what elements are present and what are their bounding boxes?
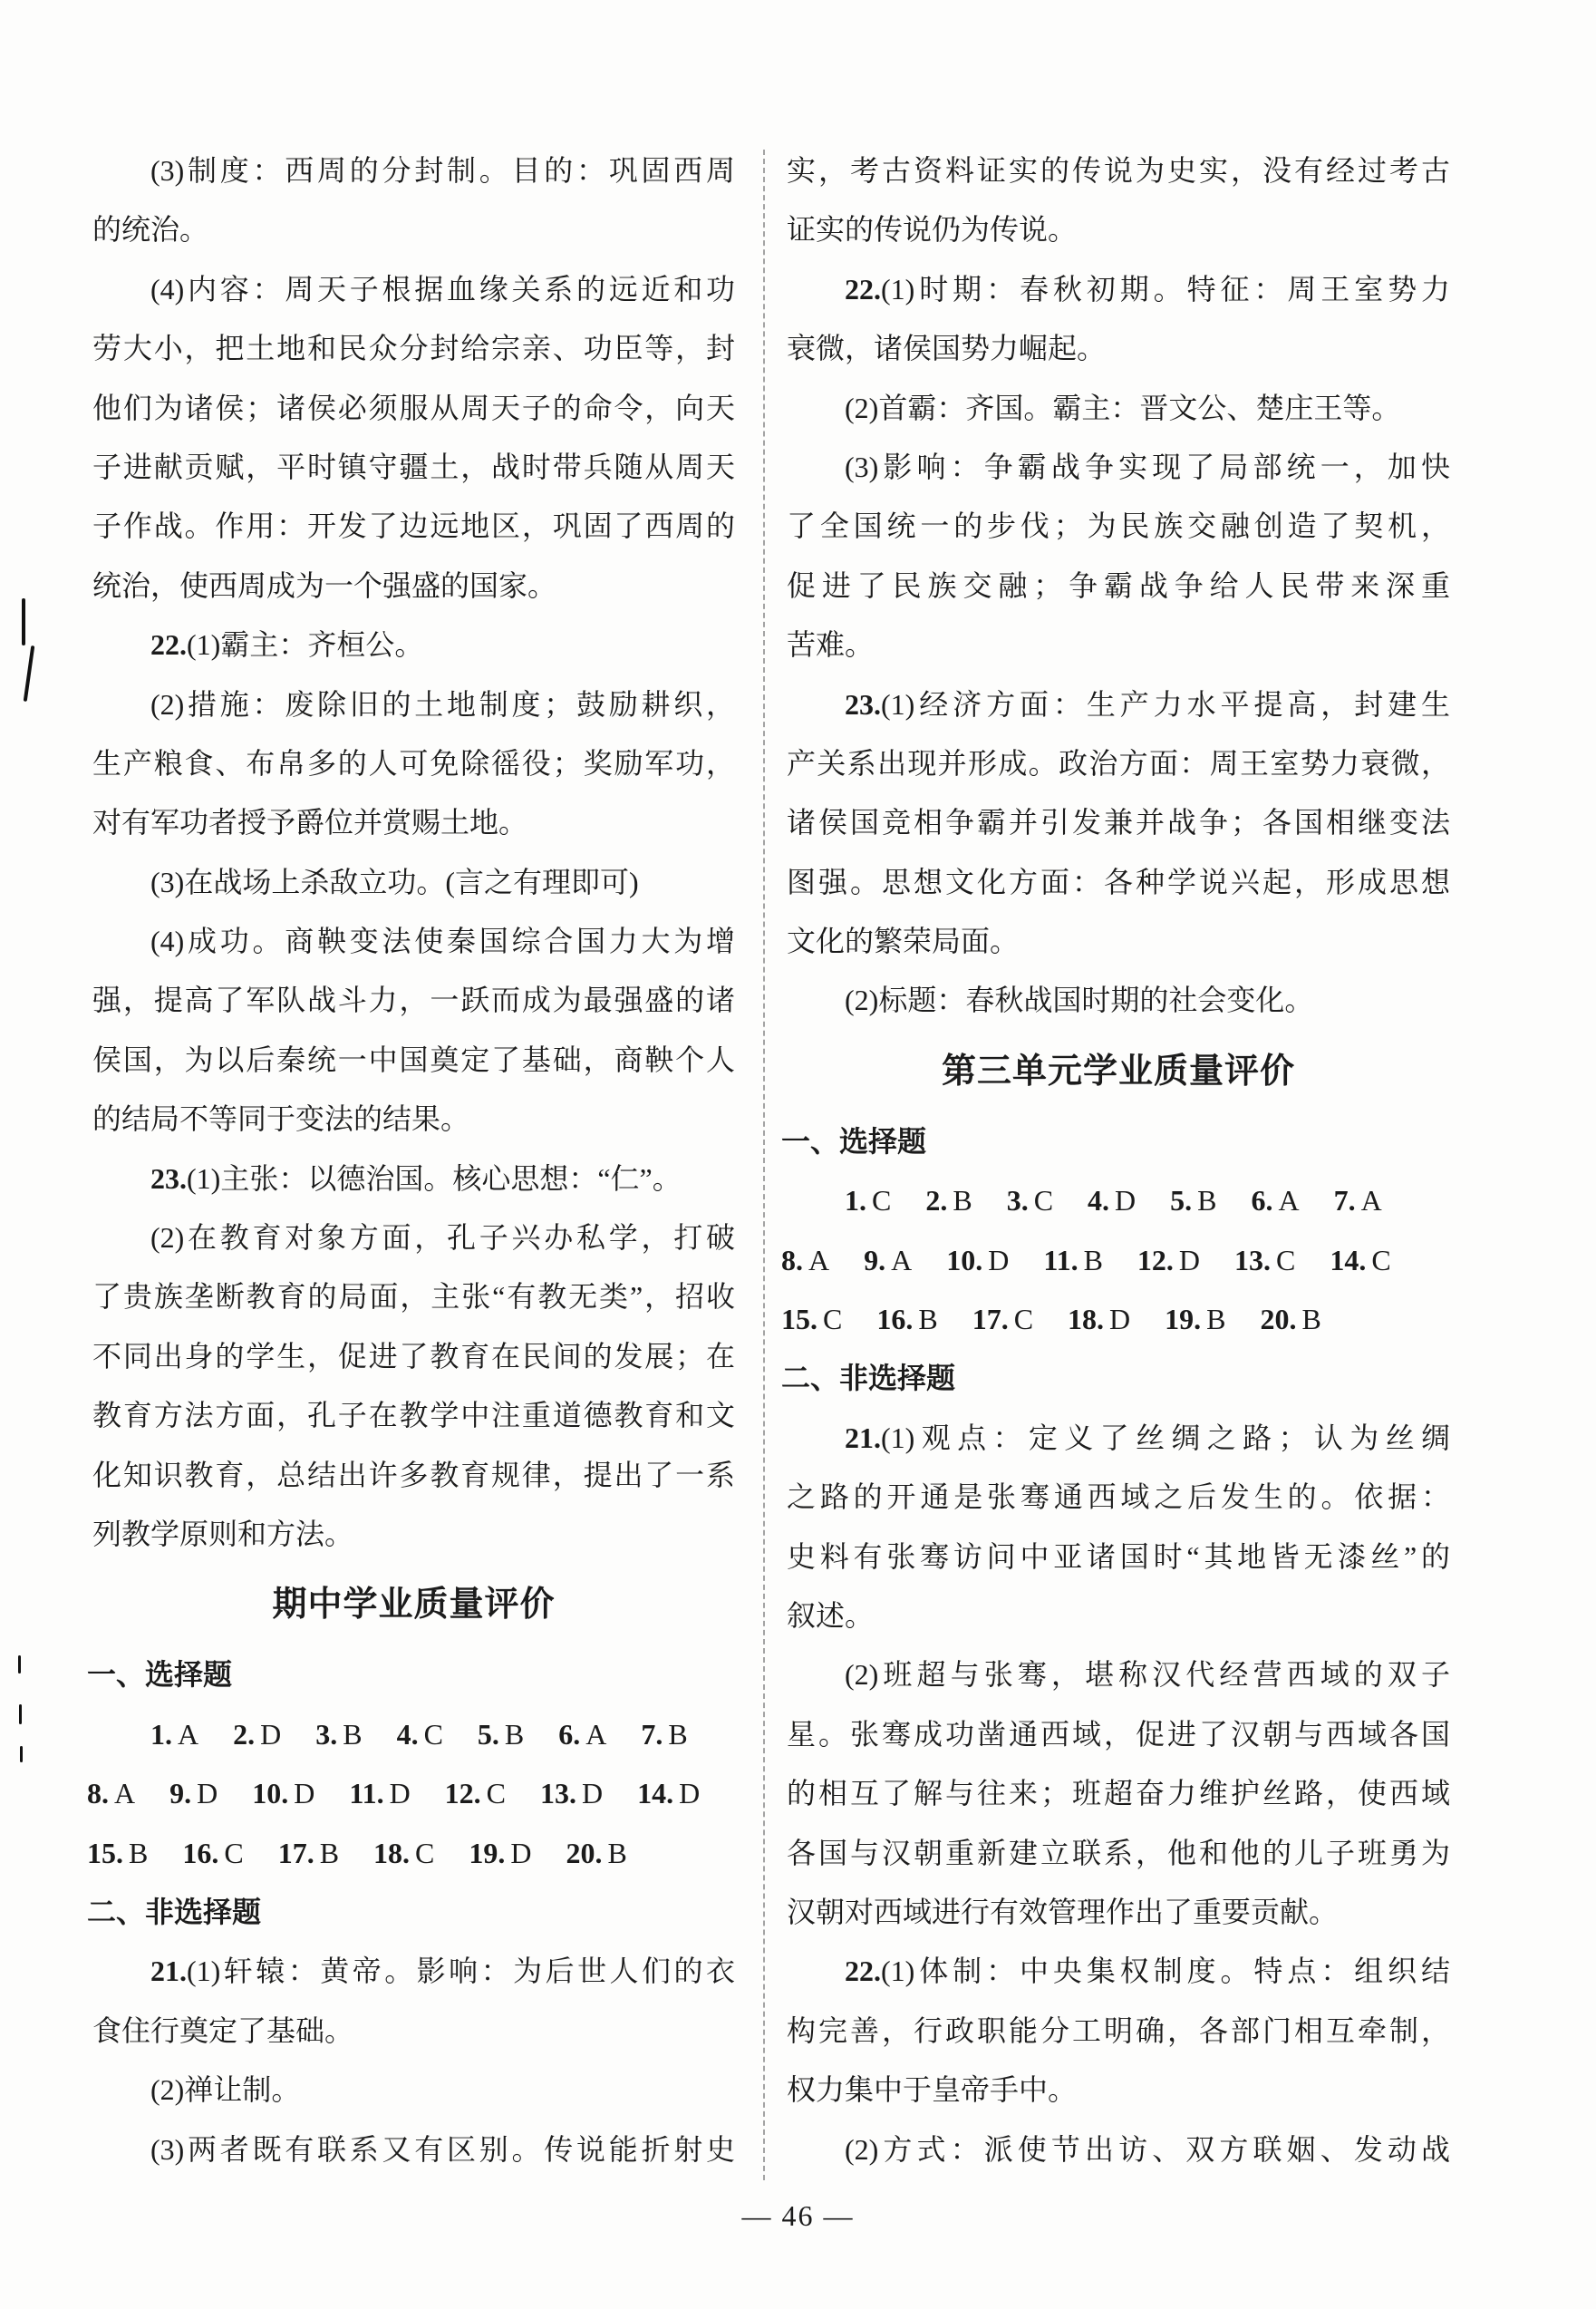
answer-item	[278, 1824, 339, 1883]
text-line: 的相互了解与往来；班超奋力维护丝路，使西域	[787, 1777, 1450, 1810]
answer-item	[1170, 1171, 1216, 1230]
answer-paragraph	[92, 616, 735, 674]
answer-paragraph	[92, 2120, 735, 2179]
text-line: 教育方法方面，孔子在教学中注重道德教育和文	[92, 1399, 735, 1432]
answer-choice: D	[679, 1777, 701, 1810]
answer-item	[1137, 1231, 1200, 1290]
answer-choice: C	[1013, 1303, 1034, 1336]
answer-item	[637, 1764, 700, 1823]
question-number: 11.	[349, 1777, 384, 1810]
answer-row	[92, 1705, 735, 1764]
answer-row	[87, 1824, 735, 1883]
answer-item	[566, 1824, 626, 1883]
text-line: (3)两者既有联系又有区别。传说能折射史	[150, 2132, 735, 2166]
answer-item	[641, 1705, 687, 1764]
text-line: 对有军功者授予爵位并赏赐土地。	[92, 806, 528, 839]
text-line	[92, 616, 735, 674]
answer-choice: C	[1371, 1243, 1391, 1276]
answer-choice: C	[415, 1836, 435, 1869]
answer-paragraph	[92, 912, 735, 1150]
text-line: 叙述。	[787, 1598, 875, 1632]
text-line	[787, 1942, 1450, 2001]
answer-choice: B	[953, 1184, 972, 1218]
answer-paragraph	[787, 438, 1450, 675]
question-number: 6.	[558, 1717, 581, 1751]
question-number: 20.	[566, 1836, 603, 1869]
answer-choice: D	[1178, 1243, 1201, 1276]
answer-choice: D	[260, 1717, 282, 1751]
question-number: 10.	[252, 1777, 289, 1810]
answer-item	[876, 1290, 937, 1349]
answer-choice: B	[1083, 1243, 1103, 1276]
text-line: 衰微，诸侯国势力崛起。	[787, 332, 1107, 365]
answer-item	[1165, 1290, 1225, 1349]
text-line: (2)禅让制。	[150, 2073, 301, 2107]
answer-item	[445, 1764, 506, 1823]
answer-choice: B	[343, 1717, 363, 1751]
question-number: 18.	[373, 1836, 411, 1869]
answer-item	[469, 1824, 531, 1883]
text-line	[787, 675, 1450, 734]
text-line: 的结局不等同于变法的结果。	[92, 1102, 470, 1136]
question-number: 7.	[1333, 1184, 1356, 1218]
line-text: (1)体制：中央集权制度。特点：组织结	[881, 1955, 1450, 1988]
question-number: 1.	[150, 1717, 172, 1751]
answer-choice: C	[872, 1184, 892, 1218]
question-number: 23.	[150, 1161, 187, 1195]
answer-item	[1088, 1171, 1136, 1230]
section-heading: 二、非选择题	[87, 1895, 262, 1928]
answer-paragraph	[92, 1942, 735, 2061]
answer-item	[558, 1705, 606, 1764]
answer-item	[1007, 1171, 1053, 1230]
question-number: 1.	[845, 1184, 866, 1218]
answer-paragraph	[787, 141, 1450, 260]
text-line: 生产粮食、布帛多的人可免除徭役；奖励军功，	[92, 746, 735, 780]
text-line	[787, 1409, 1450, 1468]
left-column	[87, 141, 735, 2179]
line-text: (1)时期：春秋初期。特征：周王室势力	[881, 272, 1450, 306]
question-number: 4.	[396, 1717, 419, 1751]
text-line: (2)措施：废除旧的土地制度；鼓励耕织，	[150, 687, 735, 721]
text-line: 权力集中于皇帝手中。	[787, 2073, 1078, 2107]
answer-item	[315, 1705, 362, 1764]
answer-item	[1251, 1171, 1299, 1230]
question-number: 10.	[946, 1243, 983, 1276]
answer-choice: B	[1301, 1303, 1321, 1336]
answer-item	[478, 1705, 524, 1764]
answer-choice: C	[1276, 1243, 1296, 1276]
text-line: 之路的开通是张骞通西域之后发生的。依据：	[787, 1480, 1450, 1514]
text-line	[787, 260, 1450, 319]
text-line: (2)标题：春秋战国时期的社会变化。	[845, 984, 1314, 1017]
column-divider	[763, 150, 765, 2180]
text-line: 统治，使西周成为一个强盛的国家。	[92, 568, 557, 602]
answer-paragraph	[92, 260, 735, 616]
section-heading: 二、非选择题	[781, 1362, 956, 1395]
answer-paragraph	[787, 1409, 1450, 1646]
answer-paragraph	[92, 675, 735, 853]
answer-item	[182, 1824, 243, 1883]
text-line: 列教学原则和方法。	[92, 1517, 354, 1550]
question-number: 22.	[845, 272, 881, 306]
answer-choice: B	[504, 1717, 525, 1751]
question-number: 8.	[87, 1777, 109, 1810]
answer-item	[845, 1171, 891, 1230]
answer-item	[150, 1705, 198, 1764]
text-line: 的统治。	[92, 213, 209, 247]
answer-item	[1334, 1171, 1382, 1230]
question-number: 20.	[1260, 1303, 1297, 1336]
text-line: 促进了民族交融；争霸战争给人民带来深重	[787, 568, 1450, 602]
answer-item	[540, 1764, 603, 1823]
text-line: (2)首霸：齐国。霸主：晋文公、楚庄王等。	[845, 391, 1401, 424]
answer-choice: A	[585, 1717, 607, 1751]
question-number: 5.	[1170, 1184, 1193, 1218]
question-number: 6.	[1251, 1184, 1273, 1218]
answer-item	[87, 1764, 135, 1823]
section-heading: 一、选择题	[87, 1658, 233, 1692]
question-number: 12.	[1137, 1243, 1174, 1276]
scan-artifact	[19, 1704, 22, 1724]
answer-item	[1234, 1231, 1295, 1290]
answer-paragraph	[92, 2061, 735, 2120]
text-line: (4)内容：周天子根据血缘关系的远近和功	[150, 272, 735, 306]
text-line: 文化的繁荣局面。	[787, 925, 1020, 958]
answer-paragraph	[787, 379, 1450, 438]
answer-paragraph	[92, 141, 735, 260]
text-line: 证实的传说仍为传说。	[787, 213, 1078, 247]
answer-choice: D	[389, 1777, 411, 1810]
answer-choice: C	[224, 1836, 244, 1869]
text-line: 化知识教育，总结出许多教育规律，提出了一系	[92, 1458, 735, 1491]
text-line: 苦难。	[787, 628, 875, 662]
answer-item	[233, 1705, 281, 1764]
question-number: 15.	[781, 1303, 817, 1336]
answer-choice: B	[1197, 1184, 1217, 1218]
question-number: 14.	[637, 1777, 674, 1810]
question-number: 14.	[1330, 1243, 1367, 1276]
answer-paragraph	[787, 675, 1450, 972]
text-line: 汉朝对西域进行有效管理作出了重要贡献。	[787, 1895, 1339, 1928]
text-line: 子作战。作用：开发了边远地区，巩固了西周的	[92, 509, 735, 543]
answer-choice: B	[129, 1836, 149, 1869]
answer-item	[925, 1171, 972, 1230]
text-line: 构完善，行政职能分工明确，各部门相互牵制，	[787, 2013, 1450, 2047]
scan-artifact	[24, 645, 35, 702]
question-number: 7.	[641, 1717, 663, 1751]
answer-choice: D	[988, 1243, 1010, 1276]
line-text: (1)霸主：齐桓公。	[187, 628, 424, 662]
question-number: 9.	[169, 1777, 192, 1810]
question-number: 3.	[1006, 1184, 1029, 1218]
text-line: 他们为诸侯；诸侯必须服从周天子的命令，向天	[92, 391, 735, 424]
page-number: — 46 —	[741, 2199, 855, 2232]
answer-paragraph	[787, 1942, 1450, 2120]
text-line: 实，考古资料证实的传说为史实，没有经过考古	[787, 154, 1450, 187]
answer-row	[781, 1231, 1450, 1290]
answer-choice: C	[823, 1303, 843, 1336]
right-column	[781, 141, 1450, 2179]
text-line: 劳大小，把土地和民众分封给宗亲、功臣等，封	[92, 332, 735, 365]
answer-row	[87, 1764, 735, 1823]
scan-artifact	[22, 598, 25, 645]
text-line: (3)在战场上杀敌立功。(言之有理即可)	[150, 865, 639, 898]
answer-row	[787, 1171, 1450, 1230]
question-number: 22.	[150, 628, 187, 662]
text-line: (3)影响：争霸战争实现了局部统一，加快	[845, 450, 1450, 483]
answer-item	[373, 1824, 434, 1883]
answer-choice: B	[1206, 1303, 1226, 1336]
question-number: 9.	[864, 1243, 886, 1276]
text-line: 诸侯国竞相争霸并引发兼并战争；各国相继变法	[787, 806, 1450, 839]
answer-choice: A	[1360, 1184, 1382, 1218]
text-line: 不同出身的学生，促进了教育在民间的发展；在	[92, 1339, 735, 1373]
answer-item	[781, 1231, 829, 1290]
text-line	[92, 1150, 735, 1208]
question-number: 19.	[1165, 1303, 1202, 1336]
question-number: 18.	[1068, 1303, 1105, 1336]
text-line: (4)成功。商鞅变法使秦国综合国力大为增	[150, 925, 735, 958]
scan-artifact	[20, 1746, 23, 1762]
answer-item	[864, 1231, 912, 1290]
text-line: (2)班超与张骞，堪称汉代经营西域的双子	[845, 1658, 1450, 1692]
question-number: 17.	[277, 1836, 314, 1869]
answer-item	[972, 1290, 1033, 1349]
answer-choice: C	[1033, 1184, 1054, 1218]
text-line: 产关系出现并形成。政治方面：周王室势力衰微，	[787, 746, 1450, 780]
answer-paragraph	[787, 1645, 1450, 1942]
answer-row	[781, 1290, 1450, 1349]
section-title: 第三单元学业质量评价	[941, 1052, 1295, 1091]
answer-item	[1260, 1290, 1320, 1349]
question-number: 21.	[845, 1421, 881, 1454]
answer-choice: C	[486, 1777, 507, 1810]
question-number: 4.	[1088, 1184, 1110, 1218]
section-title: 期中学业质量评价	[272, 1586, 556, 1625]
answer-choice: D	[1109, 1303, 1131, 1336]
text-line: (3)制度：西周的分封制。目的：巩固西周	[150, 154, 735, 187]
question-number: 8.	[781, 1243, 803, 1276]
answer-choice: A	[178, 1717, 199, 1751]
question-number: 2.	[233, 1717, 256, 1751]
question-number: 13.	[540, 1777, 577, 1810]
answer-item	[87, 1824, 148, 1883]
answer-item	[397, 1705, 443, 1764]
question-number: 5.	[477, 1717, 499, 1751]
text-line: 子进献贡赋，平时镇守疆土，战时带兵随从周天	[92, 450, 735, 483]
text-line: 强，提高了军队战斗力，一跃而成为最强盛的诸	[92, 984, 735, 1017]
answer-item	[946, 1231, 1009, 1290]
answer-paragraph	[92, 853, 735, 912]
question-number: 17.	[972, 1303, 1009, 1336]
text-line: 各国与汉朝重新建立联系，他和他的儿子班勇为	[787, 1836, 1450, 1869]
text-line: 图强。思想文化方面：各种学说兴起，形成思想	[787, 865, 1450, 898]
answer-paragraph	[787, 260, 1450, 379]
answer-item	[1068, 1290, 1130, 1349]
text-line	[92, 1942, 735, 2001]
answer-choice: D	[582, 1777, 604, 1810]
answer-choice: B	[319, 1836, 340, 1869]
question-number: 16.	[182, 1836, 219, 1869]
answer-choice: D	[294, 1777, 315, 1810]
question-number: 22.	[845, 1955, 881, 1988]
text-line: 了全国统一的步伐；为民族交融创造了契机，	[787, 509, 1450, 543]
line-text: (1)观点：定义了丝绸之路；认为丝绸	[881, 1421, 1450, 1454]
answer-item	[781, 1290, 842, 1349]
text-line: 史料有张骞访问中亚诸国时“其地皆无漆丝”的	[787, 1539, 1450, 1573]
answer-paragraph	[787, 2120, 1450, 2179]
question-number: 19.	[469, 1836, 506, 1869]
answer-choice: A	[114, 1777, 136, 1810]
answer-choice: B	[918, 1303, 938, 1336]
text-line: 了贵族垄断教育的局面，主张“有教无类”，招收	[92, 1280, 735, 1314]
question-number: 11.	[1043, 1243, 1079, 1276]
line-text: (1)主张：以德治国。核心思想：“仁”。	[187, 1161, 682, 1195]
answer-choice: B	[607, 1836, 627, 1869]
text-line: 侯国，为以后秦统一中国奠定了基础，商鞅个人	[92, 1043, 735, 1076]
text-line: (2)在教育对象方面，孔子兴办私学，打破	[150, 1221, 735, 1255]
question-number: 2.	[925, 1184, 948, 1218]
text-line: 食住行奠定了基础。	[92, 2013, 354, 2047]
answer-paragraph	[787, 971, 1450, 1030]
question-number: 3.	[315, 1717, 338, 1751]
line-text: (1)经济方面：生产力水平提高，封建生	[881, 687, 1450, 721]
section-heading: 一、选择题	[781, 1124, 927, 1158]
answer-item	[349, 1764, 410, 1823]
text-line: 星。张骞成功凿通西域，促进了汉朝与西域各国	[787, 1717, 1450, 1751]
answer-choice: D	[1115, 1184, 1137, 1218]
answer-item	[252, 1764, 314, 1823]
text-line: (2)方式：派使节出访、双方联姻、发动战	[845, 2132, 1450, 2166]
answer-choice: D	[510, 1836, 532, 1869]
answer-choice: D	[197, 1777, 218, 1810]
question-number: 21.	[150, 1955, 187, 1988]
scan-artifact	[18, 1655, 21, 1674]
question-number: 13.	[1234, 1243, 1272, 1276]
answer-paragraph	[92, 1150, 735, 1208]
answer-choice: C	[423, 1717, 443, 1751]
answer-choice: A	[808, 1243, 830, 1276]
answer-item	[1330, 1231, 1390, 1290]
line-text: (1)轩辕：黄帝。影响：为后世人们的衣	[187, 1955, 735, 1988]
answer-item	[1043, 1231, 1103, 1290]
answer-choice: A	[1278, 1184, 1300, 1218]
answer-choice: B	[668, 1717, 688, 1751]
question-number: 12.	[444, 1777, 481, 1810]
question-number: 23.	[845, 687, 881, 721]
question-number: 15.	[87, 1836, 123, 1869]
answer-choice: A	[891, 1243, 913, 1276]
question-number: 16.	[876, 1303, 914, 1336]
answer-item	[169, 1764, 218, 1823]
answer-paragraph	[92, 1208, 735, 1564]
